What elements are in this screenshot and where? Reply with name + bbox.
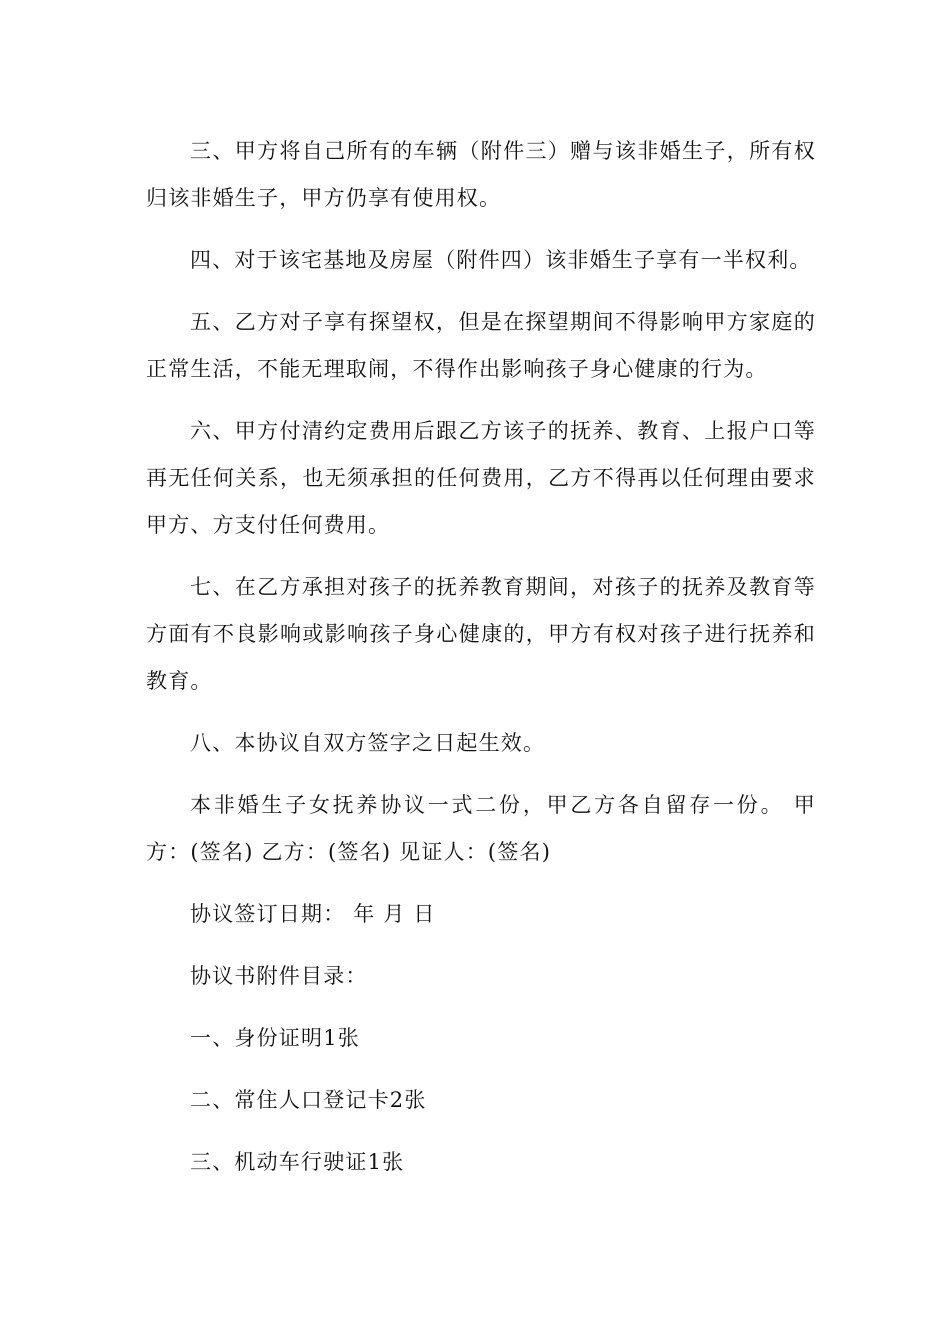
clause-3-vehicle-gift: 三、甲方将自己所有的车辆（附件三）赠与该非婚生子，所有权归该非婚生子，甲方仍享有使用权。 (146, 139, 816, 210)
signing-date: 协议签订日期： 年 月 日 (190, 902, 436, 926)
clause-4-homestead-rights: 四、对于该宅基地及房屋（附件四）该非婚生子享有一半权利。 (190, 248, 812, 272)
clause-8-effective-date: 八、本协议自双方签字之日起生效。 (190, 731, 546, 755)
copies-and-signatures: 本非婚生子女抚养协议一式二份，甲乙方各自留存一份。 甲方：(签名) 乙方：(签名) 见证人：(签名) (146, 793, 816, 864)
clause-5-visitation-rights: 五、乙方对子享有探望权，但是在探望期间不得影响甲方家庭的正常生活，不能无理取闹，不得作出影响孩子身心健康的行为。 (146, 310, 816, 381)
document-body (146, 128, 816, 1201)
attachment-list-title: 协议书附件目录： (190, 964, 368, 988)
attachment-item-3: 三、机动车行驶证1张 (190, 1150, 405, 1174)
clause-7-upbringing-rights: 七、在乙方承担对孩子的抚养教育期间，对孩子的抚养及教育等方面有不良影响或影响孩子身心健康的，甲方有权对孩子进行抚养和教育。 (146, 575, 816, 693)
attachment-item-2: 二、常住人口登记卡2张 (190, 1088, 427, 1112)
clause-6-no-further-obligation: 六、甲方付清约定费用后跟乙方该子的抚养、教育、上报户口等再无任何关系，也无须承担的任何费用，乙方不得再以任何理由要求甲方、方支付任何费用。 (146, 419, 816, 537)
attachment-item-1: 一、身份证明1张 (190, 1026, 360, 1050)
